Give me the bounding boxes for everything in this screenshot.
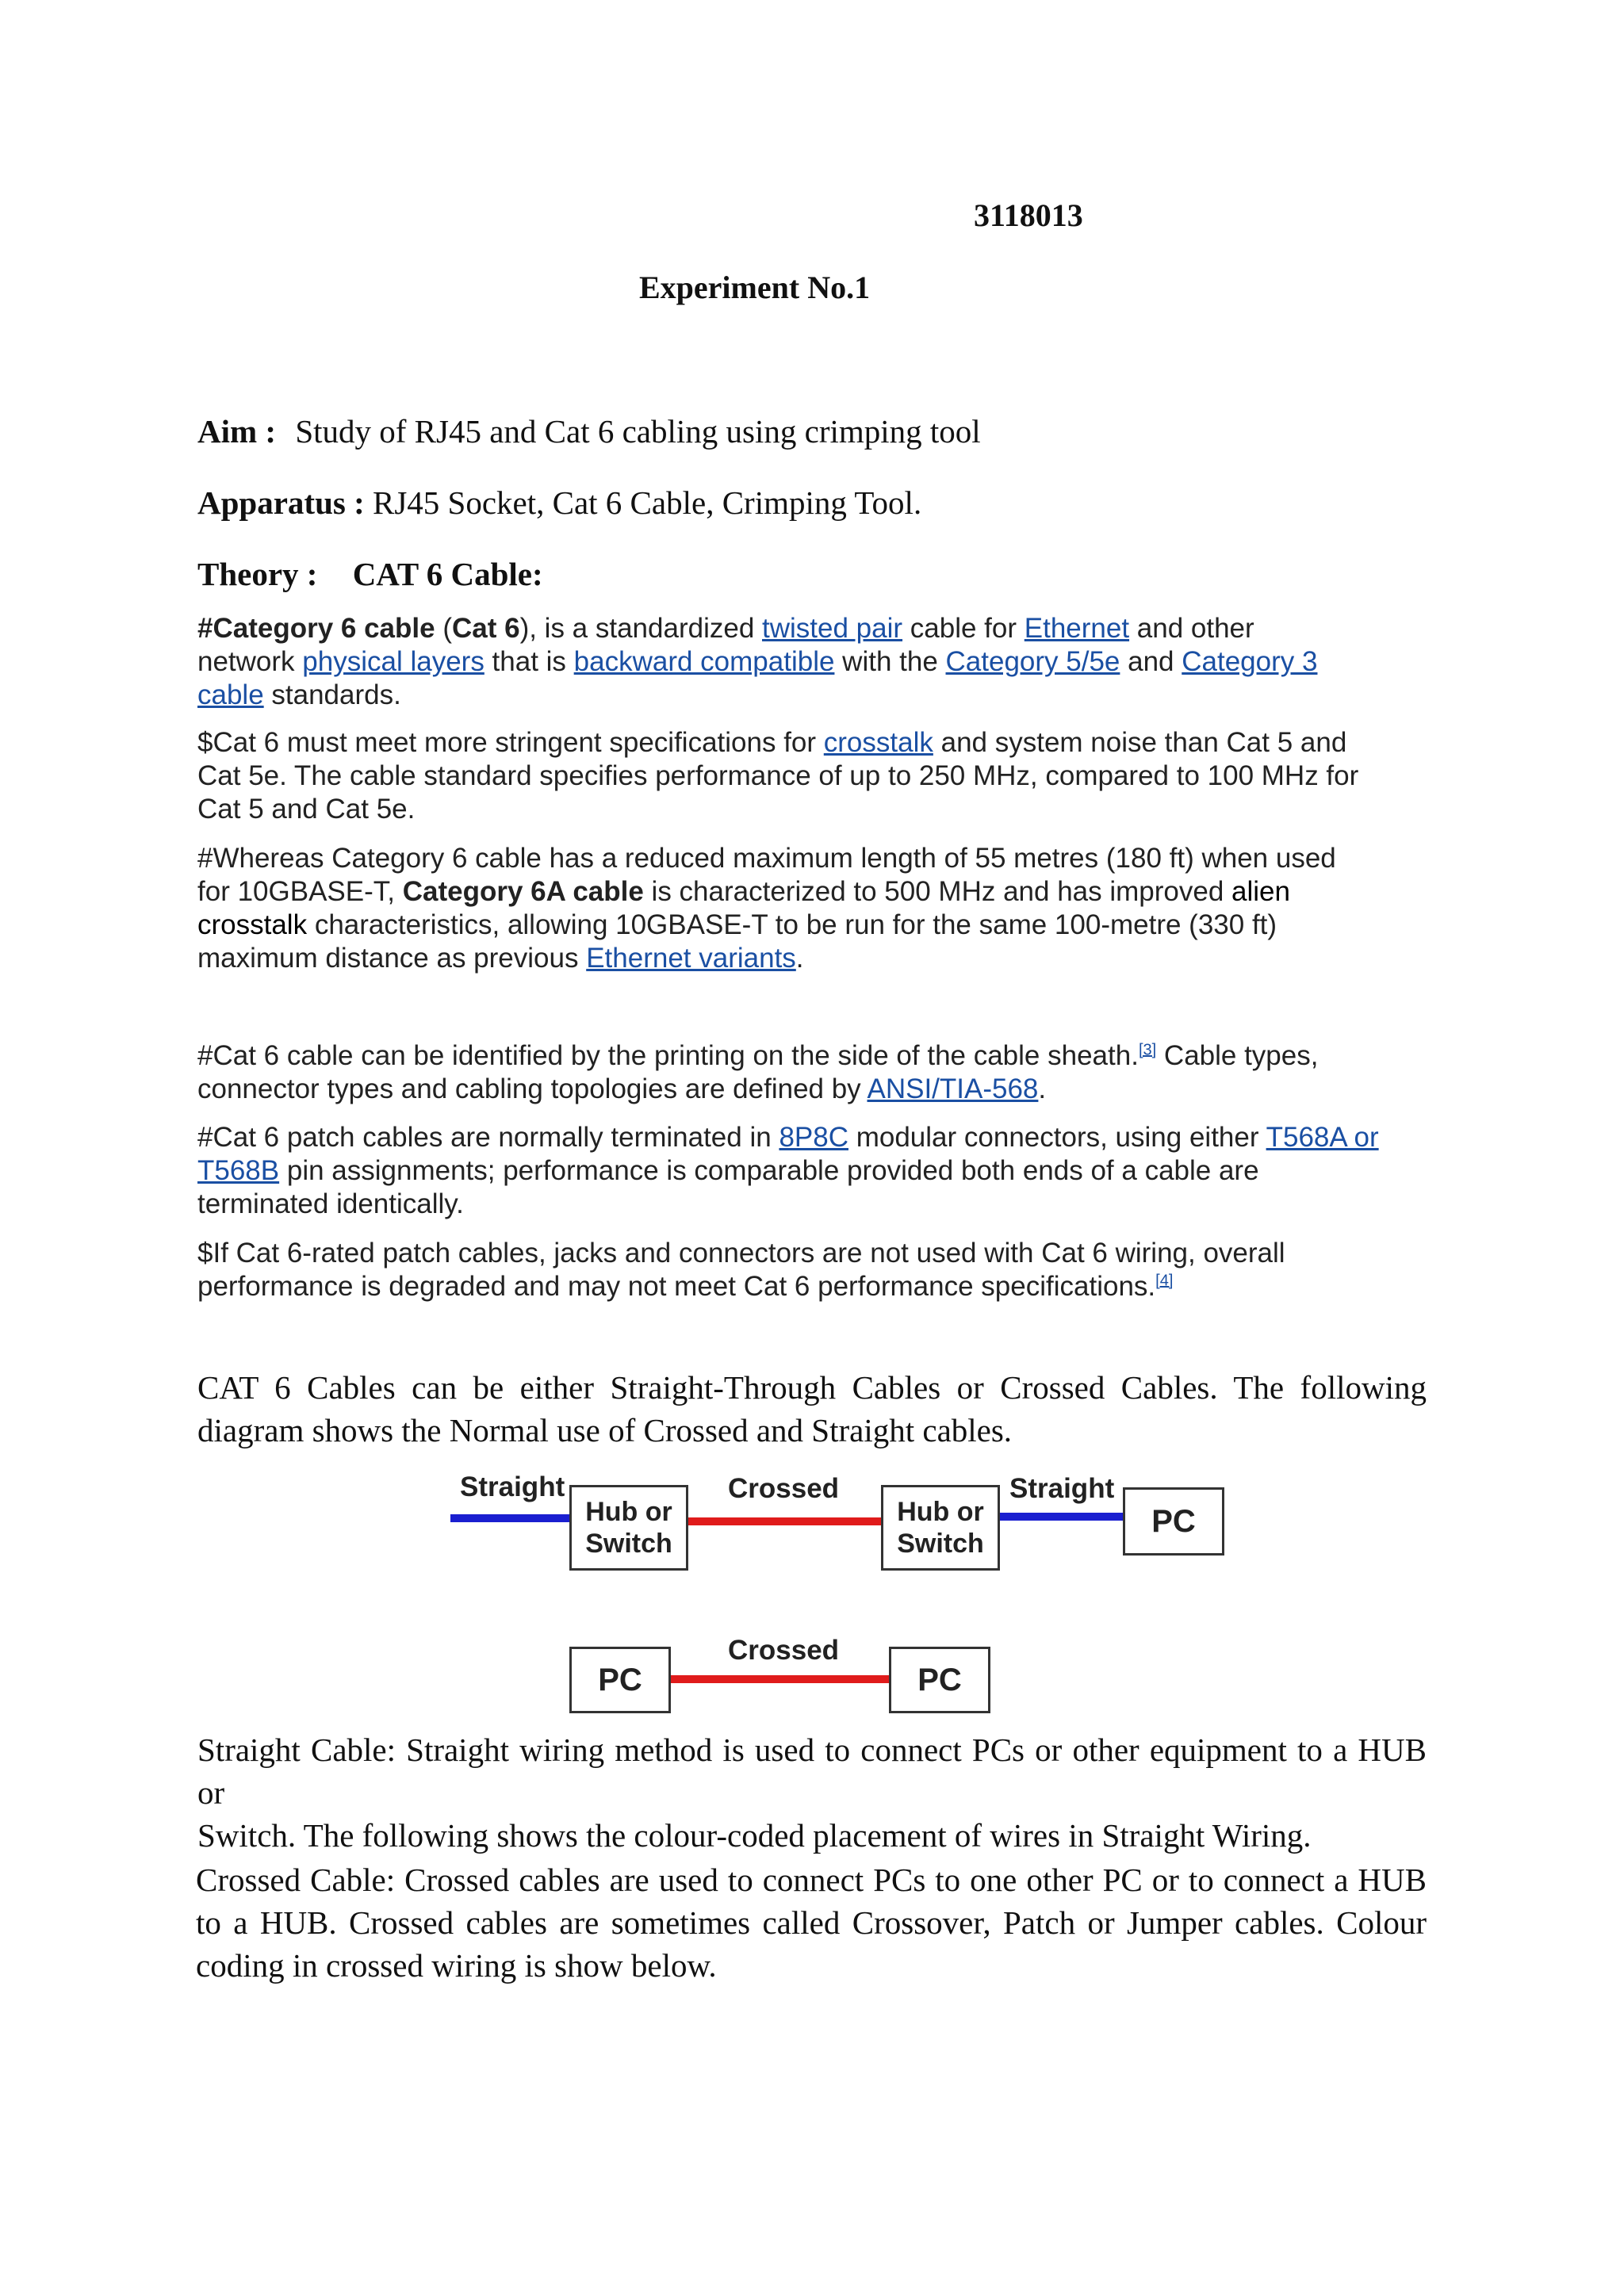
text: .	[795, 943, 804, 974]
text: alien	[1231, 876, 1290, 907]
pc-box: PC	[1123, 1487, 1224, 1556]
text: .	[1038, 1073, 1047, 1104]
theory-line	[197, 555, 543, 593]
text: and	[1120, 646, 1182, 677]
term-cat6: Cat 6	[451, 613, 520, 644]
text: and system noise than Cat 5 and	[933, 727, 1347, 758]
citation-3[interactable]: [3]	[1138, 1041, 1157, 1059]
link-category-3[interactable]: Category 3	[1182, 646, 1318, 677]
text: network	[197, 646, 303, 677]
text: crosstalk	[197, 909, 308, 940]
doc-number: 3118013	[974, 197, 1083, 233]
text: Cat 5 and Cat 5e.	[197, 794, 416, 825]
link-ethernet[interactable]: Ethernet	[1024, 613, 1130, 644]
aim-line	[197, 412, 981, 450]
box-label: Switch	[897, 1529, 984, 1559]
text: standards.	[263, 679, 401, 710]
link-crosstalk[interactable]: crosstalk	[823, 727, 933, 758]
apparatus-text: RJ45 Socket, Cat 6 Cable, Crimping Tool.	[372, 484, 922, 521]
link-t568b[interactable]: T568B	[197, 1155, 280, 1186]
text: (	[435, 613, 452, 644]
box-label: Switch	[585, 1529, 672, 1559]
paragraph-identification	[197, 1039, 1434, 1106]
straight-cable-line	[999, 1513, 1126, 1521]
theory-label: Theory :	[197, 556, 318, 592]
text: with the	[834, 646, 946, 677]
text: and other	[1129, 613, 1254, 644]
text: for 10GBASE-T,	[197, 876, 403, 907]
text: $Cat 6 must meet more stringent specifications for	[197, 727, 824, 758]
box-label: Hub or	[585, 1497, 672, 1527]
aim-text: Study of RJ45 and Cat 6 cabling using crimping tool	[295, 413, 981, 450]
hub-switch-box	[881, 1485, 1000, 1571]
crossed-label: Crossed	[728, 1473, 840, 1504]
theory-heading: CAT 6 Cable:	[352, 556, 543, 592]
text: terminated identically.	[197, 1188, 464, 1219]
text: #Whereas Category 6 cable has a reduced maximum length of 55 metres (180 ft) when used	[197, 843, 1336, 874]
term-category6a: Category 6A cable	[402, 876, 644, 907]
text: diagram shows the Normal use of Crossed and Straight cables.	[197, 1412, 1013, 1448]
paragraph-category6	[197, 612, 1434, 712]
text: to a HUB. Crossed cables are sometimes called Crossover, Patch or Jumper cables. Colour	[196, 1904, 1427, 1941]
link-backward-compatible[interactable]: backward compatible	[573, 646, 835, 677]
link-t568a[interactable]: T568A or	[1266, 1122, 1379, 1153]
link-ansi-tia-568[interactable]: ANSI/TIA-568	[867, 1073, 1039, 1104]
link-category-5-5e[interactable]: Category 5/5e	[945, 646, 1120, 677]
text: performance is degraded and may not meet Cat 6 performance specifications.	[197, 1271, 1156, 1302]
text: CAT 6 Cables can be either Straight-Through Cables or Crossed Cables. The following	[197, 1369, 1427, 1406]
crossed-cable-line	[668, 1675, 893, 1683]
paragraph-specifications	[197, 726, 1434, 826]
text: Cable types,	[1156, 1040, 1319, 1071]
straight-cable-line	[450, 1514, 571, 1522]
text: Crossed Cable: Crossed cables are used to connect PCs to one other PC or to connect a HUB	[196, 1862, 1427, 1898]
citation-4[interactable]: [4]	[1155, 1272, 1174, 1290]
term-category6: #Category 6 cable	[197, 613, 435, 644]
apparatus-line	[197, 484, 921, 522]
link-twisted-pair[interactable]: twisted pair	[762, 613, 903, 644]
link-category-3-cable[interactable]: cable	[197, 679, 264, 710]
text: pin assignments; performance is comparable provided both ends of a cable are	[279, 1155, 1259, 1186]
text: cable for	[902, 613, 1025, 644]
link-physical-layers[interactable]: physical layers	[302, 646, 485, 677]
text: #Cat 6 cable can be identified by the printing on the side of the cable sheath.	[197, 1040, 1139, 1071]
link-ethernet-variants[interactable]: Ethernet variants	[586, 943, 796, 974]
pc-box: PC	[569, 1647, 671, 1713]
text: Cat 5e. The cable standard specifies performance of up to 250 MHz, compared to 100 MHz for	[197, 760, 1359, 791]
box-label: Hub or	[897, 1497, 984, 1527]
text: Switch. The following shows the colour-coded placement of wires in Straight Wiring.	[197, 1817, 1312, 1854]
text: modular connectors, using either	[848, 1122, 1266, 1153]
text: connector types and cabling topologies are defined by	[197, 1073, 868, 1104]
text: Straight Cable: Straight wiring method is used to connect PCs or other equipment to a HUB or	[197, 1732, 1427, 1811]
hub-switch-box	[569, 1485, 688, 1571]
paragraph-patch-cables	[197, 1121, 1434, 1221]
text: that is	[484, 646, 574, 677]
paragraph-category6a	[197, 842, 1434, 975]
text: coding in crossed wiring is show below.	[196, 1947, 717, 1984]
paragraph-crossed-cable	[196, 1858, 1427, 2030]
pc-box: PC	[889, 1647, 990, 1713]
text: $If Cat 6-rated patch cables, jacks and connectors are not used with Cat 6 wiring, overall	[197, 1238, 1285, 1269]
page-title: Experiment No.1	[639, 270, 871, 305]
paragraph-performance	[197, 1237, 1434, 1303]
apparatus-label: Apparatus :	[197, 484, 365, 521]
straight-label: Straight	[1009, 1473, 1115, 1504]
text: #Cat 6 patch cables are normally terminated in	[197, 1122, 779, 1153]
text: maximum distance as previous	[197, 943, 587, 974]
text: is characterized to 500 MHz and has improved	[643, 876, 1232, 907]
crossed-label: Crossed	[728, 1635, 840, 1666]
crossed-cable-line	[687, 1517, 882, 1525]
link-8p8c[interactable]: 8P8C	[779, 1122, 848, 1153]
straight-label: Straight	[460, 1471, 565, 1502]
aim-label: Aim :	[197, 413, 277, 450]
text: ), is a standardized	[519, 613, 763, 644]
text: characteristics, allowing 10GBASE-T to be run for the same 100-metre (330 ft)	[307, 909, 1277, 940]
